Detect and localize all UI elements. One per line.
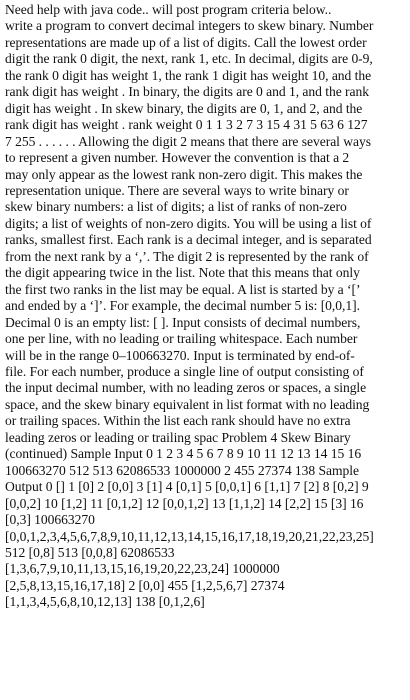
- text-line: Decimal 0 is an empty list: [ ]. Input consists of decimal numbers,: [5, 314, 361, 330]
- text-line: file. For each number, produce a single line of output consisting of: [5, 363, 364, 379]
- text-line: [0,3] 100663270: [5, 512, 95, 528]
- text-line: [2,5,8,13,15,16,17,18] 2 [0,0] 455 [1,2,5,6,7] 27374: [5, 577, 285, 593]
- text-line: 100663270 512 513 62086533 1000000 2 455 27374 138 Sample: [5, 462, 359, 478]
- text-line: representation unique. There are several ways to write binary or: [5, 182, 349, 198]
- text-line: leading zeros or leading or trailing spac Problem 4 Skew Binary: [5, 429, 351, 445]
- text-line: or trailing spaces. Within the list each rank should have no extra: [5, 413, 351, 429]
- text-line: (continued) Sample Input 0 1 2 3 4 5 6 7 8 9 10 11 12 13 14 15 16: [5, 446, 362, 462]
- text-line: representations are made up of a list of digits. Call the lowest order: [5, 34, 367, 50]
- text-line: will be in the range 0–100663270. Input is terminated by end-of-: [5, 347, 355, 363]
- text-line: 7 255 . . . . . . Allowing the digit 2 means that there are several ways: [5, 133, 371, 149]
- problem-text: [5, 2, 406, 611]
- text-line: rank digit has weight . In binary, the digits are 0 and 1, and the rank: [5, 84, 370, 100]
- text-line: write a program to convert decimal integers to skew binary. Number: [5, 18, 374, 34]
- text-line: one per line, with no leading or trailing whitespace. Each number: [5, 331, 358, 347]
- text-line: the rank 0 digit has weight 1, the rank 1 digit has weight 10, and the: [5, 67, 372, 83]
- text-line: [1,3,6,7,9,10,11,13,15,16,19,20,22,23,24] 1000000: [5, 561, 280, 577]
- text-line: digits; a list of weights of non-zero digits. You will be using a list of: [5, 215, 372, 231]
- text-line: rank digit has weight . rank weight 0 1 1 3 2 7 3 15 4 31 5 63 6 127: [5, 117, 368, 133]
- text-line: [0,0,2] 10 [1,2] 11 [0,1,2] 12 [0,0,1,2] 13 [1,1,2] 14 [2,2] 15 [3] 16: [5, 495, 364, 511]
- text-line: Output 0 [] 1 [0] 2 [0,0] 3 [1] 4 [0,1] 5 [0,0,1] 6 [1,1] 7 [2] 8 [0,2] 9: [5, 479, 369, 495]
- text-line: skew binary numbers: a list of digits; a list of ranks of non-zero: [5, 199, 347, 215]
- text-line: [0,0,1,2,3,4,5,6,7,8,9,10,11,12,13,14,15,16,17,18,19,20,21,22,23,25]: [5, 528, 374, 544]
- text-line: the digit appearing twice in the list. Note that this means that only: [5, 265, 360, 281]
- text-line: Need help with java code.. will post program criteria below..: [5, 2, 332, 17]
- text-line: digit the rank 0 digit, the next, rank 1, etc. In decimal, digits are 0-9,: [5, 51, 373, 67]
- text-line: digit has weight . In skew binary, the digits are 0, 1, and 2, and the: [5, 100, 363, 116]
- text-line: from the next rank by a ‘,’. The digit 2 is represented by the rank of: [5, 248, 369, 264]
- text-line: 512 [0,8] 513 [0,0,8] 62086533: [5, 544, 175, 560]
- text-line: space, and the skew binary equivalent in list format with no leading: [5, 396, 370, 412]
- text-line: may only appear as the lowest rank non-zero digit. This makes the: [5, 166, 363, 182]
- text-line: the input decimal number, with no leading zeros or spaces, a single: [5, 380, 367, 396]
- text-line: [1,1,3,4,5,6,8,10,12,13] 138 [0,1,2,6]: [5, 594, 205, 610]
- text-line: and ended by a ‘]’. For example, the decimal number 5 is: [0,0,1].: [5, 298, 360, 314]
- text-line: to represent a given number. However the convention is that a 2: [5, 150, 350, 166]
- text-line: ranks, smallest first. Each rank is a decimal integer, and is separated: [5, 232, 372, 248]
- text-line: the first two ranks in the list may be equal. A list is started by a ‘[’: [5, 281, 361, 297]
